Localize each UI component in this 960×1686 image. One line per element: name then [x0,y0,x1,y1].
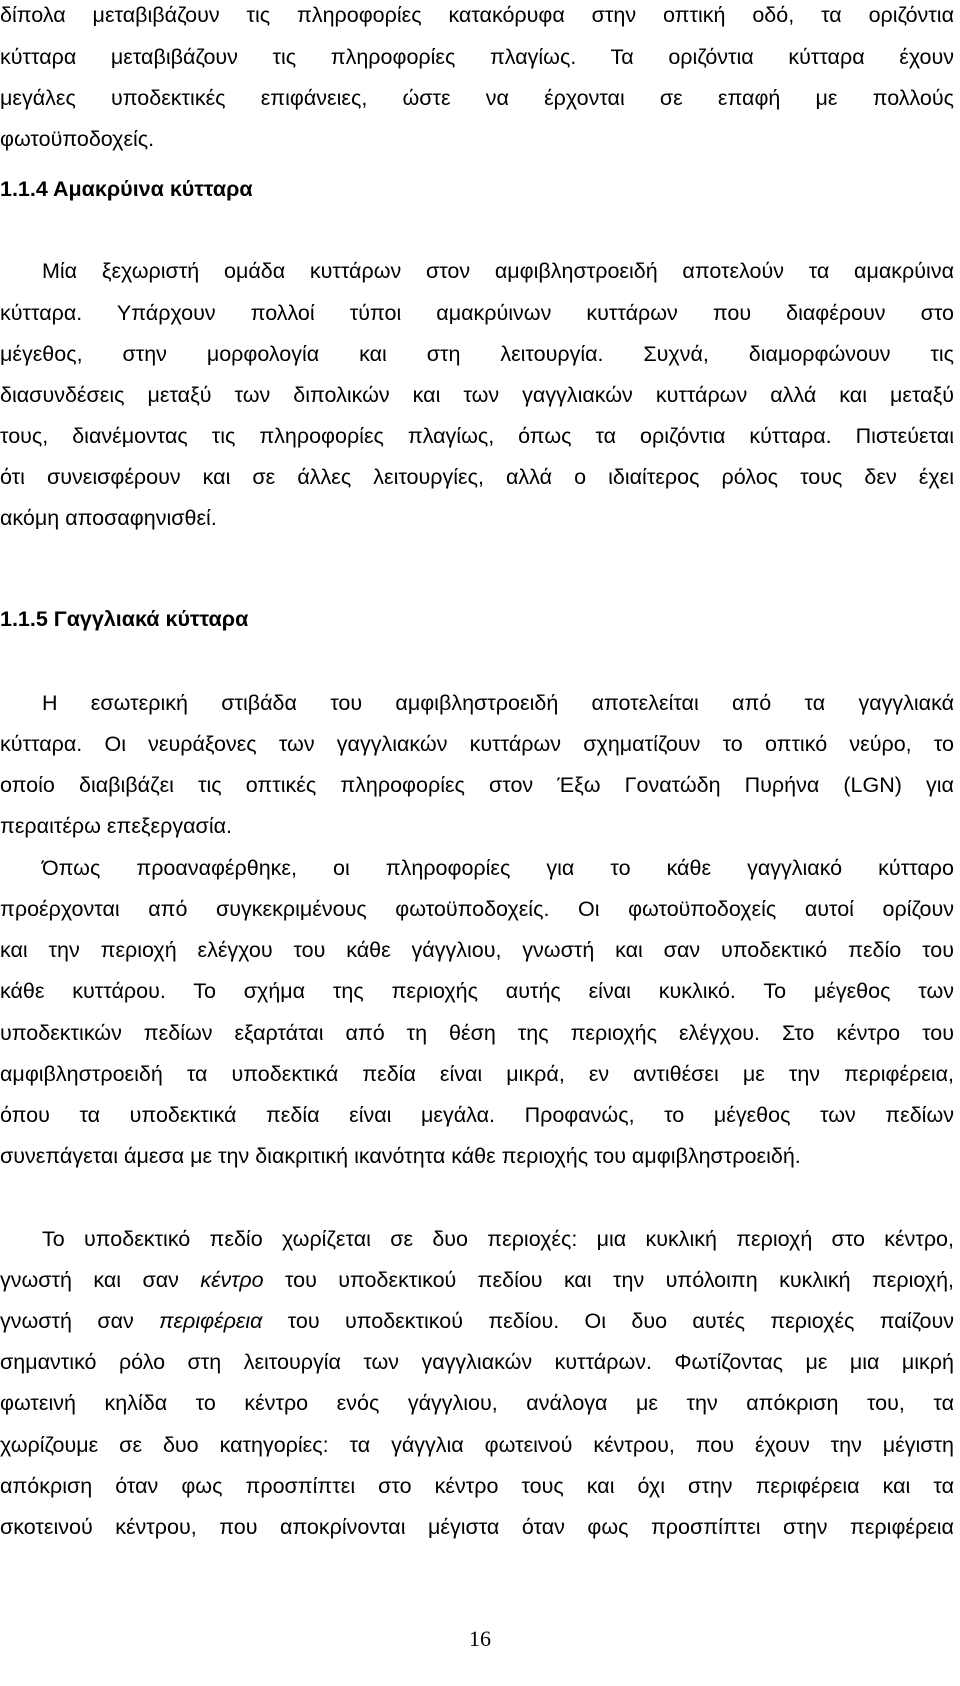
text-line: οποίο διαβιβάζει τις οπτικές πληροφορίες στον Έξω Γονατώδη Πυρήνα (LGN) για [0,773,954,797]
text-line: σημαντικό ρόλο στη λειτουργία των γαγγλιακών κυττάρων. Φωτίζοντας με μια μικρή [0,1350,954,1374]
text-line: προέρχονται από συγκεκριμένους φωτοϋποδοχείς. Οι φωτοϋποδοχείς αυτοί ορίζουν [0,897,954,921]
section-heading: 1.1.4 Αμακρύινα κύτταρα [0,177,253,201]
text-line: κύτταρα. Οι νευράξονες των γαγγλιακών κυττάρων σχηματίζουν το οπτικό νεύρο, το [0,732,954,756]
text-line: ότι συνεισφέρουν και σε άλλες λειτουργίες, αλλά ο ιδιαίτερος ρόλος τους δεν έχει [0,465,954,489]
text-line: υποδεκτικών πεδίων εξαρτάται από τη θέση της περιοχής ελέγχου. Στο κέντρο του [0,1021,954,1045]
text-line: κάθε κυττάρου. Το σχήμα της περιοχής αυτής είναι κυκλικό. Το μέγεθος των [0,979,954,1003]
text-line: γνωστή σαν περιφέρεια του υποδεκτικού πεδίου. Οι δυο αυτές περιοχές παίζουν [0,1309,954,1333]
text-line: Μία ξεχωριστή ομάδα κυττάρων στον αμφιβληστροειδή αποτελούν τα αμακρύινα [42,259,954,283]
text-line: Το υποδεκτικό πεδίο χωρίζεται σε δυο περιοχές: μια κυκλική περιοχή στο κέντρο, [42,1227,954,1251]
text-line: διασυνδέσεις μεταξύ των διπολικών και των γαγγλιακών κυττάρων αλλά και μεταξύ [0,383,954,407]
text-line: φωτεινή κηλίδα το κέντρο ενός γάγγλιου, ανάλογα με την απόκριση του, τα [0,1391,954,1415]
text-line: συνεπάγεται άμεσα με την διακριτική ικανότητα κάθε περιοχής του αμφιβληστροειδή. [0,1144,801,1168]
text-line: μεγάλες υποδεκτικές επιφάνειες, ώστε να έρχονται σε επαφή με πολλούς [0,86,954,110]
text-line: φωτοϋποδοχείς. [0,127,155,151]
text-line: τους, διανέμοντας τις πληροφορίες πλαγίως, όπως τα οριζόντια κύτταρα. Πιστεύεται [0,424,954,448]
text-line: Όπως προαναφέρθηκε, οι πληροφορίες για το κάθε γαγγλιακό κύτταρο [42,856,954,880]
text-line: αμφιβληστροειδή τα υποδεκτικά πεδία είναι μικρά, εν αντιθέσει με την περιφέρεια, [0,1062,954,1086]
text-line: μέγεθος, στην μορφολογία και στη λειτουργία. Συχνά, διαμορφώνουν τις [0,342,954,366]
text-line: περαιτέρω επεξεργασία. [0,814,232,838]
section-heading: 1.1.5 Γαγγλιακά κύτταρα [0,607,249,631]
page-number: 16 [469,1626,491,1651]
text-line: γνωστή και σαν κέντρο του υποδεκτικού πεδίου και την υπόλοιπη κυκλική περιοχή, [0,1268,954,1292]
text-line: κύτταρα μεταβιβάζουν τις πληροφορίες πλαγίως. Τα οριζόντια κύτταρα έχουν [0,45,954,69]
italic-term: περιφέρεια [159,1309,263,1333]
text-line: απόκριση όταν φως προσπίπτει στο κέντρο τους και όχι στην περιφέρεια και τα [0,1474,954,1498]
italic-term: κέντρο [200,1268,264,1292]
text-line: όπου τα υποδεκτικά πεδία είναι μεγάλα. Προφανώς, το μέγεθος των πεδίων [0,1103,954,1127]
text-line: κύτταρα. Υπάρχουν πολλοί τύποι αμακρύινων κυττάρων που διαφέρουν στο [0,301,954,325]
text-line: δίπολα μεταβιβάζουν τις πληροφορίες κατακόρυφα στην οπτική οδό, τα οριζόντια [0,3,954,27]
text-line: χωρίζουμε σε δυο κατηγορίες: τα γάγγλια φωτεινού κέντρου, που έχουν την μέγιστη [0,1433,954,1457]
text-line: Η εσωτερική στιβάδα του αμφιβληστροειδή αποτελείται από τα γαγγλιακά [42,691,954,715]
text-line: σκοτεινού κέντρου, που αποκρίνονται μέγιστα όταν φως προσπίπτει στην περιφέρεια [0,1515,954,1539]
text-line: ακόμη αποσαφηνισθεί. [0,506,217,530]
text-line: και την περιοχή ελέγχου του κάθε γάγγλιου, γνωστή και σαν υποδεκτικό πεδίο του [0,938,954,962]
